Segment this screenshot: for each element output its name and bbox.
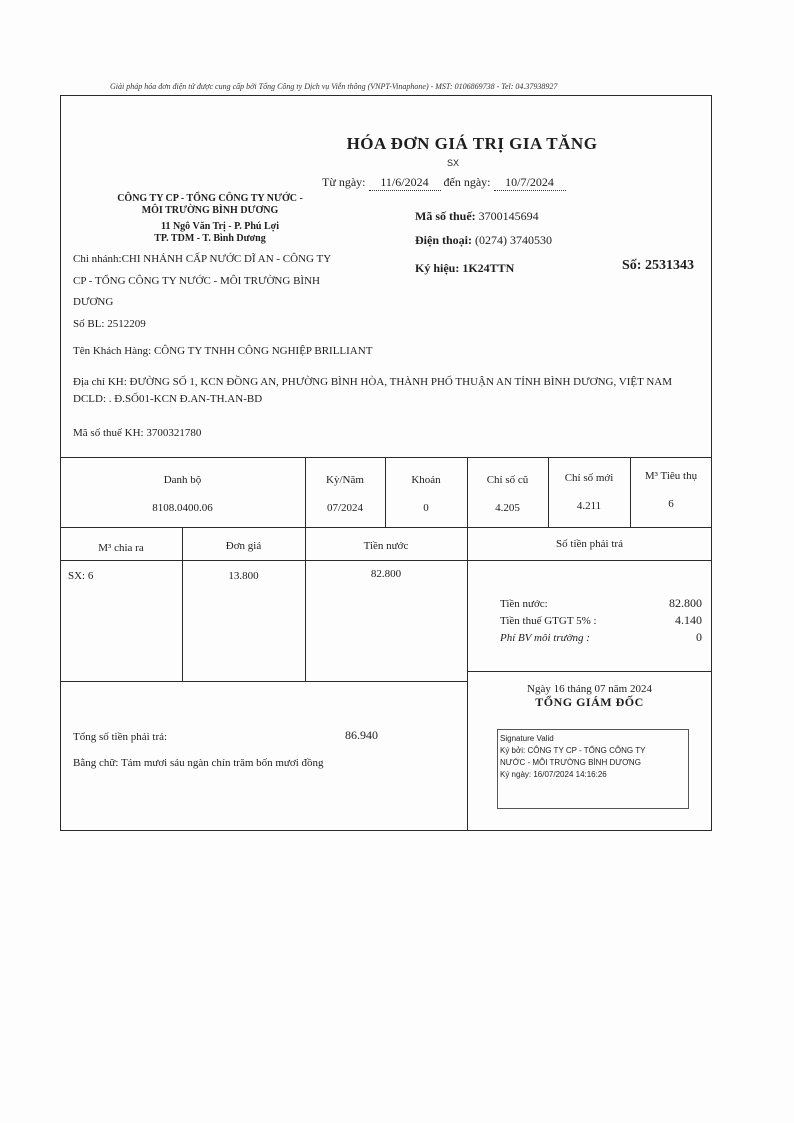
bl-label: Số BL: <box>73 318 105 330</box>
seller-tax-code: 3700145694 <box>478 209 539 223</box>
meter-header-item: Khoản <box>411 474 441 486</box>
charges-water-value: 82.800 <box>370 568 402 580</box>
bl-number <box>73 318 146 330</box>
meter-header-new: Chỉ số mới <box>564 472 614 484</box>
customer-dcld <box>73 393 262 405</box>
customer-name-value: CÔNG TY TNHH CÔNG NGHIỆP BRILLIANT <box>153 345 373 357</box>
branch-line-3: DƯƠNG <box>73 296 114 308</box>
branch-line-2: CP - TỔNG CÔNG TY NƯỚC - MÔI TRƯỜNG BÌNH <box>73 275 320 287</box>
seller-phone-label: Điện thoại: <box>415 233 472 247</box>
seller-tax-label: Mã số thuế: <box>415 209 476 223</box>
customer-name-label: Tên Khách Hàng: <box>73 345 152 357</box>
rule-meter-v5 <box>630 457 631 527</box>
rule-charges-header <box>60 560 712 561</box>
charges-header-water: Tiền nước <box>363 540 409 552</box>
seller-name-2: MÔI TRƯỜNG BÌNH DƯƠNG <box>141 205 279 216</box>
summary-env-label: Phí BV môi trường : <box>500 632 590 644</box>
customer-tax-value: 3700321780 <box>146 427 202 439</box>
total-words-value: Tám mươi sáu ngàn chín trăm bốn mươi đồng <box>120 757 324 769</box>
invoice-number <box>622 258 694 274</box>
seller-name-1: CÔNG TY CP - TỔNG CÔNG TY NƯỚC - <box>117 193 303 204</box>
customer-address-label: Địa chỉ KH: <box>73 376 127 388</box>
symbol-value: 1K24TTN <box>462 261 515 275</box>
meter-item: 0 <box>423 502 429 514</box>
customer-tax-label: Mã số thuế KH: <box>73 427 144 439</box>
rule-meter-v2 <box>385 457 386 527</box>
meter-new: 4.211 <box>576 500 602 512</box>
signature-date: Ngày 16 tháng 07 năm 2024 <box>527 683 652 695</box>
meter-account: 8108.0400.06 <box>152 502 213 514</box>
signature-signer: Ký bởi: CÔNG TY CP - TỔNG CÔNG TY <box>500 746 646 755</box>
invoice-symbol <box>415 261 514 276</box>
meter-header-period: Kỳ/Năm <box>326 474 364 486</box>
meter-period: 07/2024 <box>326 502 364 514</box>
charges-header-price: Đơn giá <box>225 540 262 552</box>
invoice-title: HÓA ĐƠN GIÁ TRỊ GIA TĂNG <box>346 134 598 153</box>
rule-meter-bottom <box>60 527 712 528</box>
invoice-type: SX <box>447 158 460 168</box>
total-label: Tổng số tiền phải trả: <box>73 731 168 743</box>
signature-valid: Signature Valid <box>500 734 554 743</box>
customer-address-value: ĐƯỜNG SỐ 1, KCN ĐỒNG AN, PHƯỜNG BÌNH HÒA, THÀNH PHỐ THUẬN AN TỈNH BÌNH DƯƠNG, VIỆT NAM <box>129 376 673 388</box>
summary-vat-value: 4.140 <box>675 613 702 627</box>
meter-header-old: Chỉ số cũ <box>486 474 529 486</box>
number-value: 2531343 <box>644 258 694 273</box>
to-label: đến ngày: <box>443 175 491 189</box>
summary-water-label: Tiền nước: <box>500 598 548 610</box>
charges-price-value: 13.800 <box>228 570 259 582</box>
digital-signature-box <box>497 729 689 809</box>
meter-header-usage: M³ Tiêu thụ <box>644 470 698 482</box>
provider-line: Giải pháp hóa đơn điện tử được cung cấp bởi Tổng Công ty Dịch vụ Viễn thông (VNPT-Vinaphone) - MST: 0106869738 - Tel: 04.37938927 <box>110 82 558 91</box>
meter-usage: 6 <box>668 498 674 510</box>
total-words-label: Bằng chữ: <box>73 757 119 769</box>
from-date: 11/6/2024 <box>369 175 441 191</box>
dcld-value: . Đ.SỐ01-KCN Đ.AN-TH.AN-BD <box>108 393 263 405</box>
seller-address-1: 11 Ngô Văn Trị - P. Phú Lợi <box>161 221 279 232</box>
meter-old: 4.205 <box>495 502 520 514</box>
signature-signer-2: NƯỚC - MÔI TRƯỜNG BÌNH DƯƠNG <box>500 758 641 767</box>
charges-header-payable: Số tiền phải trả <box>556 538 623 550</box>
signature-role: TỔNG GIÁM ĐỐC <box>535 695 644 709</box>
from-label: Từ ngày: <box>322 175 366 189</box>
summary-env-value: 0 <box>696 630 702 644</box>
rule-meter-v1 <box>305 457 306 527</box>
seller-phone <box>415 233 552 248</box>
customer-address <box>73 376 672 388</box>
customer-name <box>73 345 372 357</box>
branch-line-1: Chi nhánh:CHI NHÁNH CẤP NƯỚC DĨ AN - CÔNG TY <box>73 253 332 265</box>
summary-vat-label: Tiền thuế GTGT 5% : <box>500 615 597 627</box>
symbol-label: Ký hiệu: <box>415 261 460 275</box>
date-range <box>322 175 566 191</box>
total-value: 86.940 <box>345 728 378 742</box>
charges-header-split: M³ chia ra <box>98 542 144 554</box>
rule-meter-v3 <box>467 457 468 527</box>
seller-tax <box>415 209 539 224</box>
rule-meter-v4 <box>548 457 549 527</box>
summary-water-value: 82.800 <box>669 596 702 610</box>
customer-tax <box>73 427 201 439</box>
rule-meter-top <box>60 457 712 458</box>
rule-charges-bottom-left <box>60 681 467 682</box>
seller-address-2: TP. TDM - T. Bình Dương <box>154 233 266 244</box>
seller-phone-value: (0274) 3740530 <box>475 233 552 247</box>
signature-signed-at: Ký ngày: 16/07/2024 14:16:26 <box>500 770 607 779</box>
to-date: 10/7/2024 <box>494 175 566 191</box>
bl-value: 2512209 <box>107 318 146 330</box>
total-words <box>73 757 324 769</box>
number-label: Số: <box>622 258 642 273</box>
rule-charges-bottom-right <box>467 671 712 672</box>
dcld-label: DCLD: <box>73 393 106 405</box>
rule-charges-v3 <box>467 527 468 831</box>
meter-header-account: Danh bộ <box>163 474 202 486</box>
charges-split-value: SX: 6 <box>68 570 94 582</box>
